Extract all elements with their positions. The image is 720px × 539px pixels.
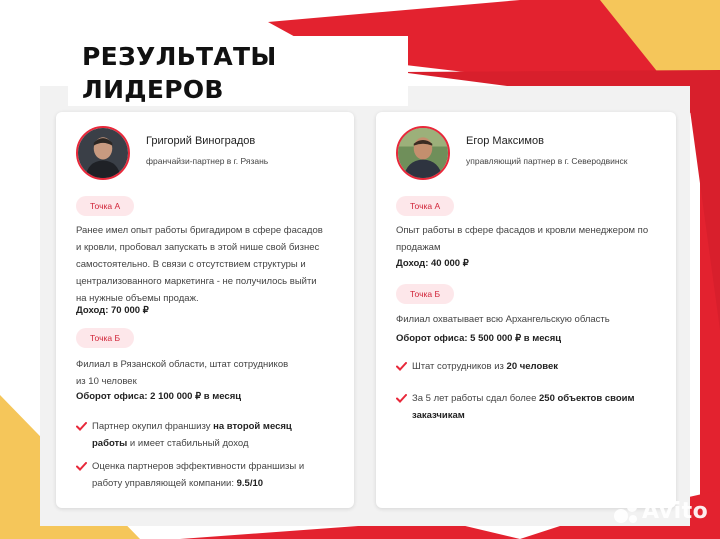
point-b-description <box>396 311 671 328</box>
bullet-text: Партнер окупил франшизу <box>92 421 214 432</box>
person-name: Григорий Виноградов <box>146 135 256 147</box>
check-icon <box>396 362 407 371</box>
bullet-text: За 5 лет работы сдал более <box>412 393 540 404</box>
text-line: централизованного маркетинга - не получилось выйти <box>76 276 317 287</box>
bullet-bold: 250 объектов своим <box>539 393 635 404</box>
check-icon <box>396 394 407 403</box>
person-photo-icon <box>398 128 448 178</box>
bullet-bold: работы <box>92 438 128 449</box>
bullet-text: Штат сотрудников из <box>412 361 507 372</box>
check-icon <box>76 422 87 431</box>
leader-card-maksimov <box>376 112 676 508</box>
avito-logo-icon <box>612 499 640 527</box>
point-a-badge: Точка А <box>76 196 134 216</box>
bullet-bold: 20 человек <box>506 361 559 372</box>
income-value: Доход: 40 000 ₽ <box>396 258 469 269</box>
point-a-description <box>396 222 671 256</box>
text-line: самостоятельно. В связи с отсутствием структуры и <box>76 259 306 270</box>
turnover-value: Оборот офиса: 5 500 000 ₽ в месяц <box>396 333 562 344</box>
bullet-bold: на второй месяц <box>213 421 292 432</box>
avatar <box>396 126 450 180</box>
point-b-badge: Точка Б <box>76 328 134 348</box>
leader-card-vinogradov <box>56 112 354 508</box>
page-title <box>68 36 408 106</box>
text-line: из 10 человек <box>76 376 137 387</box>
bullet-text: и имеет стабильный доход <box>127 438 249 449</box>
bullet-bold: заказчикам <box>412 410 465 421</box>
result-bullet-2 <box>76 458 346 492</box>
bullet-text: работу управляющей компании: <box>92 478 237 489</box>
point-b-description <box>76 356 346 390</box>
text-line: Опыт работы в сфере фасадов и кровли менеджером по <box>396 225 649 236</box>
avatar <box>76 126 130 180</box>
turnover-value: Оборот офиса: 2 100 000 ₽ в месяц <box>76 391 242 402</box>
title-line-1: РЕЗУЛЬТАТЫ ЛИДЕРОВ <box>82 42 277 104</box>
bullet-text: Оценка партнеров эффективности франшизы и <box>92 461 305 472</box>
text-line: Ранее имел опыт работы бригадиром в сфере фасадов <box>76 225 323 236</box>
person-name: Егор Максимов <box>466 135 544 147</box>
text-line: и кровли, пробовал запускать в этой нише свой бизнес <box>76 242 320 253</box>
text-line: на нужные объемы продаж. <box>76 293 199 304</box>
text-line: Филиал охватывает всю Архангельскую область <box>396 314 610 325</box>
score-value: 9.5/10 <box>236 478 264 489</box>
income-value: Доход: 70 000 ₽ <box>76 305 149 316</box>
point-a-description <box>76 222 346 307</box>
watermark-text: Avito <box>642 499 709 524</box>
text-line: Филиал в Рязанской области, штат сотрудников <box>76 359 289 370</box>
check-icon <box>76 462 87 471</box>
result-bullet-2 <box>396 390 671 424</box>
person-role: управляющий партнер в г. Северодвинск <box>466 156 628 166</box>
point-a-badge: Точка А <box>396 196 454 216</box>
result-bullet-1 <box>76 418 346 452</box>
result-bullet-1 <box>396 358 671 375</box>
person-role: франчайзи-партнер в г. Рязань <box>146 156 269 166</box>
text-line: продажам <box>396 242 441 253</box>
point-b-badge: Точка Б <box>396 284 454 304</box>
person-photo-icon <box>78 128 128 178</box>
